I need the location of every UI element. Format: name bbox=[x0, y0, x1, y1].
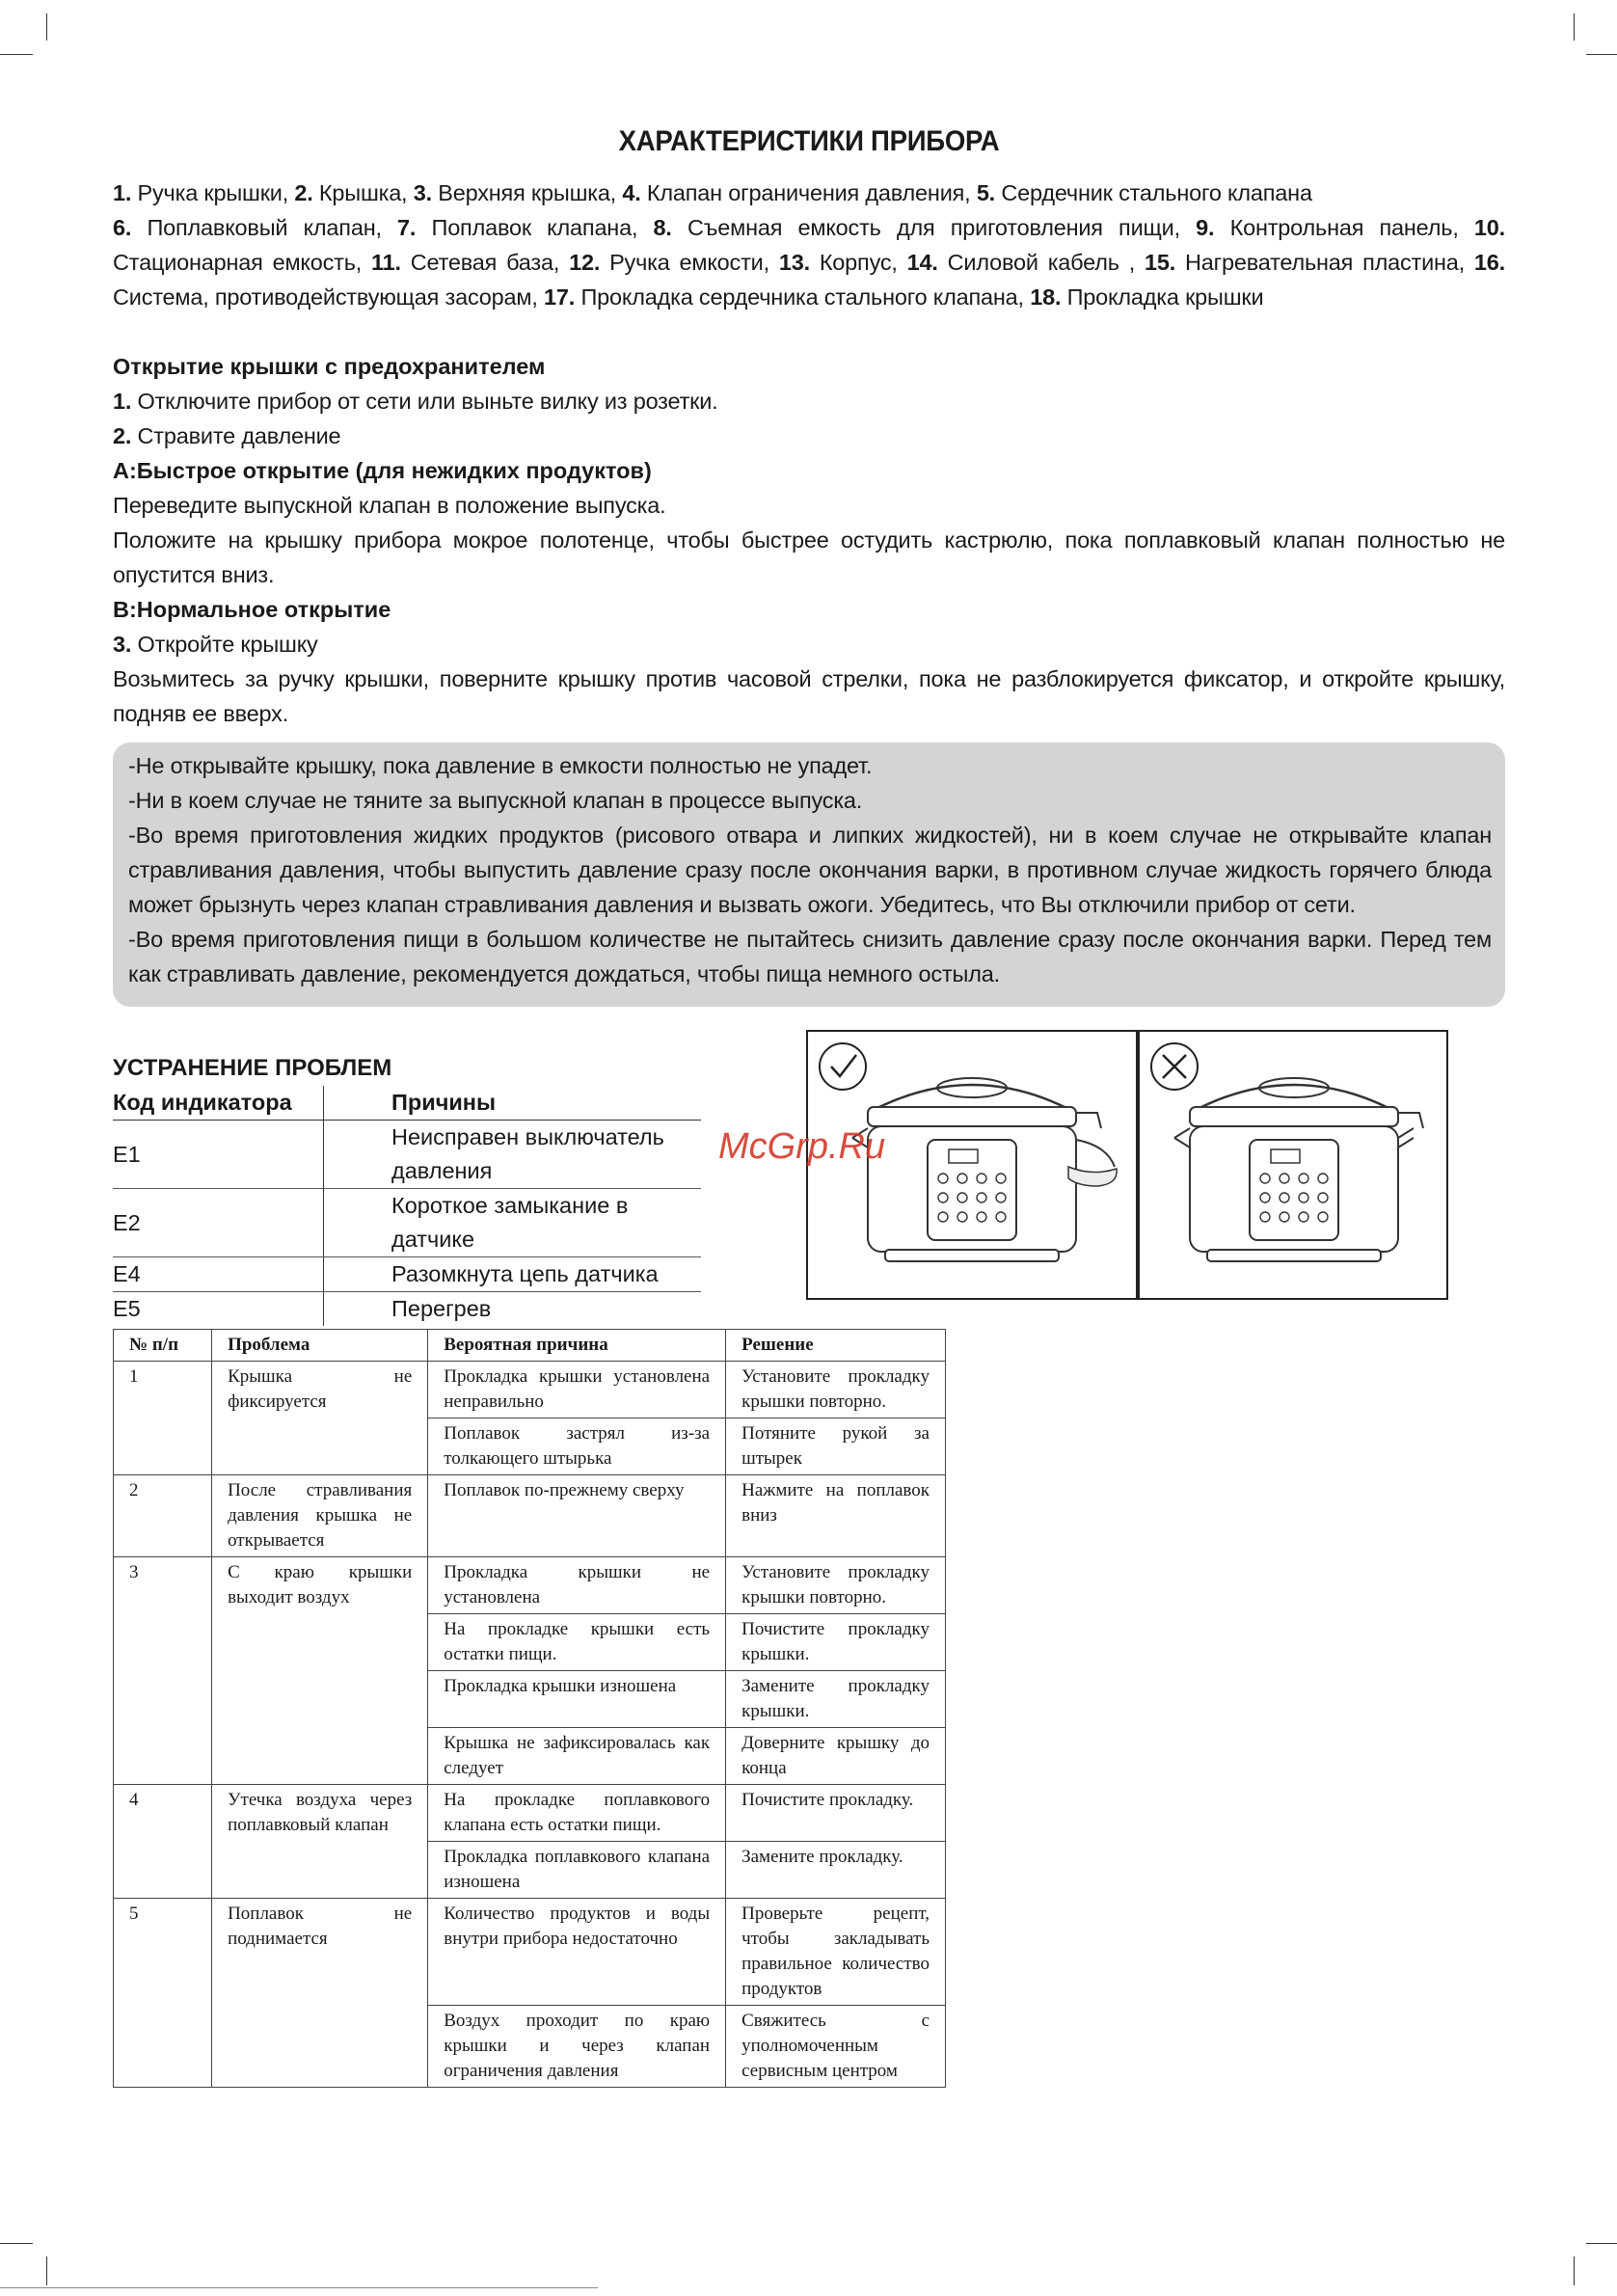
table-row bbox=[114, 1362, 946, 1418]
main-content bbox=[113, 125, 1505, 731]
part-number: 16. bbox=[1473, 250, 1505, 275]
table-header-row bbox=[114, 1330, 946, 1362]
part-number: 6. bbox=[113, 215, 132, 240]
part-number: 7. bbox=[397, 215, 417, 240]
opening-step-2: 2. Стравите давление bbox=[113, 423, 341, 448]
warning-item: -Ни в коем случае не тяните за выпускной клапан в процессе выпуска. bbox=[128, 788, 863, 813]
part-number: 12. bbox=[569, 250, 601, 275]
part-name: Система, противодействующая засорам, bbox=[113, 284, 545, 310]
fast-opening-heading: А:Быстрое открытие (для нежидких продуктов) bbox=[113, 458, 652, 483]
check-icon bbox=[820, 1043, 866, 1090]
code-cell: E4 bbox=[113, 1257, 324, 1292]
num-cell: 3 bbox=[114, 1557, 212, 1785]
col-cause-header: Вероятная причина bbox=[428, 1330, 726, 1362]
part-name: Прокладка сердечника стального клапана, bbox=[575, 284, 1031, 310]
cause-cell: Прокладка крышки не установлена bbox=[428, 1557, 726, 1614]
col-solution-header: Решение bbox=[726, 1330, 946, 1362]
num-cell: 4 bbox=[114, 1785, 212, 1899]
crop-mark bbox=[46, 14, 47, 41]
cooker-with-cross-drawing bbox=[1140, 1032, 1446, 1298]
table-row bbox=[113, 1189, 701, 1257]
table-row bbox=[113, 1121, 701, 1189]
cause-cell: Прокладка крышки изношена bbox=[428, 1671, 726, 1728]
crop-mark bbox=[1586, 54, 1617, 55]
part-number: 14. bbox=[906, 250, 938, 275]
col-reason-header: Причины bbox=[324, 1086, 702, 1121]
problem-cell: После стравливания давления крышка не открывается bbox=[212, 1475, 428, 1557]
table-row bbox=[114, 1475, 946, 1557]
col-num-header: № п/п bbox=[114, 1330, 212, 1362]
part-name: Поплавок клапана, bbox=[416, 215, 654, 240]
part-name: Силовой кабель , bbox=[937, 250, 1145, 275]
crop-mark bbox=[46, 2256, 47, 2285]
num-cell: 1 bbox=[114, 1362, 212, 1475]
solution-cell: Почистите прокладку крышки. bbox=[726, 1614, 946, 1671]
solution-cell: Потяните рукой за штырек bbox=[726, 1418, 946, 1475]
crop-mark bbox=[1574, 2256, 1575, 2285]
col-problem-header: Проблема bbox=[212, 1330, 428, 1362]
part-number: 13. bbox=[778, 250, 810, 275]
solution-cell: Замените прокладку. bbox=[726, 1842, 946, 1899]
part-number: 4. bbox=[622, 180, 641, 205]
solution-cell: Доверните крышку до конца bbox=[726, 1728, 946, 1785]
num-cell: 5 bbox=[114, 1899, 212, 2088]
part-name: Поплавковый клапан, bbox=[131, 215, 398, 240]
watermark: McGrp.Ru bbox=[718, 1126, 886, 1167]
crop-mark bbox=[1586, 2243, 1617, 2244]
part-name: Клапан ограничения давления, bbox=[640, 180, 977, 205]
part-number: 9. bbox=[1196, 215, 1215, 240]
part-name: Съемная емкость для приготовления пищи, bbox=[671, 215, 1197, 240]
fast-opening-text-2: Положите на крышку прибора мокрое полотенце, чтобы быстрее остудить кастрюлю, пока поплавковый клапан полностью не опустится вниз. bbox=[113, 527, 1505, 587]
problem-cell: Утечка воздуха через поплавковый клапан bbox=[212, 1785, 428, 1899]
part-name: Крышка, bbox=[312, 180, 414, 205]
part-name: Ручка крышки, bbox=[131, 180, 295, 205]
crop-mark bbox=[0, 54, 33, 55]
solution-cell: Замените прокладку крышки. bbox=[726, 1671, 946, 1728]
cause-cell: Воздух проходит по краю крышки и через клапан ограничения давления bbox=[428, 2006, 726, 2088]
warning-item: -Во время приготовления жидких продуктов (рисового отвара и липких жидкостей), ни в коем случае не открывайте клапан стравливания давления, чтобы выпустить давление сразу после окончания варки, в противном случае жидкость горячего блюда может брызнуть через клапан стравливания давления и вызвать ожоги. Убедитесь, что Вы отключили прибор от сети. bbox=[128, 823, 1492, 917]
warning-item: -Не открывайте крышку, пока давление в емкости полностью не упадет. bbox=[128, 753, 873, 778]
normal-opening-heading: В:Нормальное открытие bbox=[113, 597, 391, 622]
solution-cell: Установите прокладку крышки повторно. bbox=[726, 1362, 946, 1418]
part-name: Сердечник стального клапана bbox=[995, 180, 1312, 205]
part-number: 15. bbox=[1144, 250, 1176, 275]
part-number: 3. bbox=[413, 180, 432, 205]
part-number: 10. bbox=[1473, 215, 1505, 240]
cause-cell: Прокладка крышки установлена неправильно bbox=[428, 1362, 726, 1418]
part-number: 17. bbox=[544, 284, 576, 310]
cause-cell: Прокладка поплавкового клапана изношена bbox=[428, 1842, 726, 1899]
code-cell: E2 bbox=[113, 1189, 324, 1257]
cause-cell: Количество продуктов и воды внутри прибора недостаточно bbox=[428, 1899, 726, 2006]
opening-heading: Открытие крышки с предохранителем bbox=[113, 354, 546, 379]
parts-list bbox=[113, 176, 1505, 314]
table-row bbox=[113, 1292, 701, 1327]
table-row bbox=[114, 1785, 946, 1842]
part-number: 18. bbox=[1030, 284, 1062, 310]
crop-mark bbox=[1574, 14, 1575, 41]
part-name: Прокладка крышки bbox=[1061, 284, 1264, 310]
code-cell: E1 bbox=[113, 1121, 324, 1189]
warning-box bbox=[113, 743, 1505, 1007]
cause-cell: Крышка не зафиксировалась как следует bbox=[428, 1728, 726, 1785]
code-cell: E5 bbox=[113, 1292, 324, 1327]
problem-cell: Поплавок не поднимается bbox=[212, 1899, 428, 2088]
part-name: Верхняя крышка, bbox=[431, 180, 623, 205]
opening-step-3: 3. Откройте крышку bbox=[113, 632, 318, 657]
warning-item: -Во время приготовления пищи в большом количестве не пытайтесь снизить давление сразу после окончания варки. Перед тем как стравливать давление, рекомендуется дождаться, чтобы пища немного остыла. bbox=[128, 927, 1492, 986]
table-row bbox=[114, 1557, 946, 1614]
part-number: 11. bbox=[371, 250, 401, 275]
solution-cell: Свяжитесь с уполномоченным сервисным центром bbox=[726, 2006, 946, 2088]
part-number: 2. bbox=[294, 180, 313, 205]
reason-cell: Разомкнута цепь датчика bbox=[324, 1257, 702, 1292]
table-row bbox=[114, 1899, 946, 2006]
col-code-header: Код индикатора bbox=[113, 1086, 324, 1121]
cause-cell: Поплавок застрял из-за толкающего штырька bbox=[428, 1418, 726, 1475]
part-name: Ручка емкости, bbox=[600, 250, 779, 275]
problem-table bbox=[113, 1329, 946, 2088]
table-row bbox=[113, 1257, 701, 1292]
crop-mark bbox=[0, 2243, 33, 2244]
solution-cell: Установите прокладку крышки повторно. bbox=[726, 1557, 946, 1614]
part-name: Корпус, bbox=[809, 250, 907, 275]
part-name: Сетевая база, bbox=[400, 250, 570, 275]
part-number: 8. bbox=[653, 215, 672, 240]
reason-cell: Перегрев bbox=[391, 1296, 492, 1321]
num-cell: 2 bbox=[114, 1475, 212, 1557]
bottom-rule bbox=[0, 2287, 598, 2288]
fast-opening-text-1: Переведите выпускной клапан в положение выпуска. bbox=[113, 493, 666, 518]
troubleshooting-heading: УСТРАНЕНИЕ ПРОБЛЕМ bbox=[113, 1055, 392, 1081]
problem-cell: С краю крышки выходит воздух bbox=[212, 1557, 428, 1785]
part-name: Контрольная панель, bbox=[1214, 215, 1474, 240]
solution-cell: Почистите прокладку. bbox=[726, 1785, 946, 1842]
troubleshooting-section bbox=[113, 1051, 701, 1326]
opening-step-1: 1. Отключите прибор от сети или выньте вилку из розетки. bbox=[113, 389, 718, 414]
part-number: 5. bbox=[976, 180, 996, 205]
reason-cell: Короткое замыкание в датчике bbox=[324, 1189, 702, 1257]
indicator-code-table bbox=[113, 1086, 701, 1326]
solution-cell: Проверьте рецепт, чтобы закладывать правильное количество продуктов bbox=[726, 1899, 946, 2006]
part-number: 1. bbox=[113, 180, 132, 205]
part-name: Нагревательная пластина, bbox=[1175, 250, 1474, 275]
cause-cell: На прокладке крышки есть остатки пищи. bbox=[428, 1614, 726, 1671]
problem-cell: Крышка не фиксируется bbox=[212, 1362, 428, 1475]
opening-step-3-text: Возьмитесь за ручку крышки, поверните крышку против часовой стрелки, пока не разблокируется фиксатор, и откройте крышку, подняв ее вверх. bbox=[113, 666, 1505, 726]
reason-cell: Неисправен выключатель давления bbox=[324, 1121, 702, 1189]
page-title: ХАРАКТЕРИСТИКИ ПРИБОРА bbox=[618, 125, 1000, 157]
incorrect-illustration bbox=[1138, 1030, 1448, 1300]
cause-cell: На прокладке поплавкового клапана есть остатки пищи. bbox=[428, 1785, 726, 1842]
part-name: Стационарная емкость, bbox=[113, 250, 372, 275]
solution-cell: Нажмите на поплавок вниз bbox=[726, 1475, 946, 1557]
cause-cell: Поплавок по-прежнему сверху bbox=[428, 1475, 726, 1557]
